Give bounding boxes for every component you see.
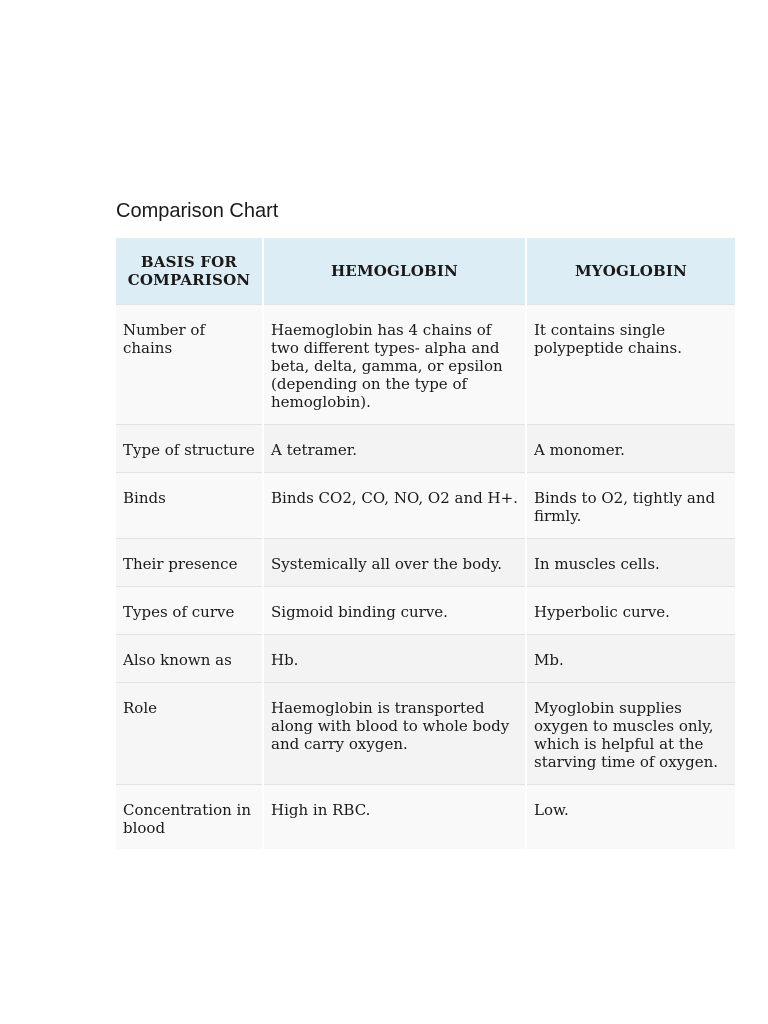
row-basis-cell: Their presence (116, 539, 263, 587)
row-myoglobin-cell: Myoglobin supplies oxygen to muscles only, which is helpful at the starving time of oxygen. (526, 683, 735, 785)
row-hemoglobin-cell: High in RBC. (263, 785, 526, 849)
row-basis-cell: Also known as (116, 635, 263, 683)
row-myoglobin-cell: Binds to O2, tightly and firmly. (526, 473, 735, 539)
row-basis-cell: Concentration in blood (116, 785, 263, 849)
table-row (116, 635, 735, 683)
row-basis-cell: Type of structure (116, 425, 263, 473)
row-hemoglobin-cell: Haemoglobin has 4 chains of two different types- alpha and beta, delta, gamma, or epsilon (depending on the type of hemoglobin). (263, 305, 526, 425)
table-header-row (116, 238, 735, 305)
table-row (116, 785, 735, 849)
row-hemoglobin-cell: Hb. (263, 635, 526, 683)
header-basis: BASIS FOR COMPARISON (116, 238, 263, 305)
row-myoglobin-cell: Low. (526, 785, 735, 849)
row-basis-cell: Number of chains (116, 305, 263, 425)
row-hemoglobin-cell: Systemically all over the body. (263, 539, 526, 587)
row-myoglobin-cell: Hyperbolic curve. (526, 587, 735, 635)
table-row (116, 587, 735, 635)
table-row (116, 683, 735, 785)
header-hemoglobin: HEMOGLOBIN (263, 238, 526, 305)
row-basis-cell: Types of curve (116, 587, 263, 635)
table-row (116, 539, 735, 587)
row-myoglobin-cell: In muscles cells. (526, 539, 735, 587)
row-myoglobin-cell: Mb. (526, 635, 735, 683)
comparison-table (116, 238, 735, 849)
row-myoglobin-cell: A monomer. (526, 425, 735, 473)
row-hemoglobin-cell: Haemoglobin is transported along with blood to whole body and carry oxygen. (263, 683, 526, 785)
row-hemoglobin-cell: A tetramer. (263, 425, 526, 473)
header-myoglobin: MYOGLOBIN (526, 238, 735, 305)
table-row (116, 473, 735, 539)
row-basis-cell: Binds (116, 473, 263, 539)
page-title: Comparison Chart (116, 200, 279, 222)
table-row (116, 305, 735, 425)
row-myoglobin-cell: It contains single polypeptide chains. (526, 305, 735, 425)
row-hemoglobin-cell: Sigmoid binding curve. (263, 587, 526, 635)
row-basis-cell: Role (116, 683, 263, 785)
table-row (116, 425, 735, 473)
row-hemoglobin-cell: Binds CO2, CO, NO, O2 and H+. (263, 473, 526, 539)
